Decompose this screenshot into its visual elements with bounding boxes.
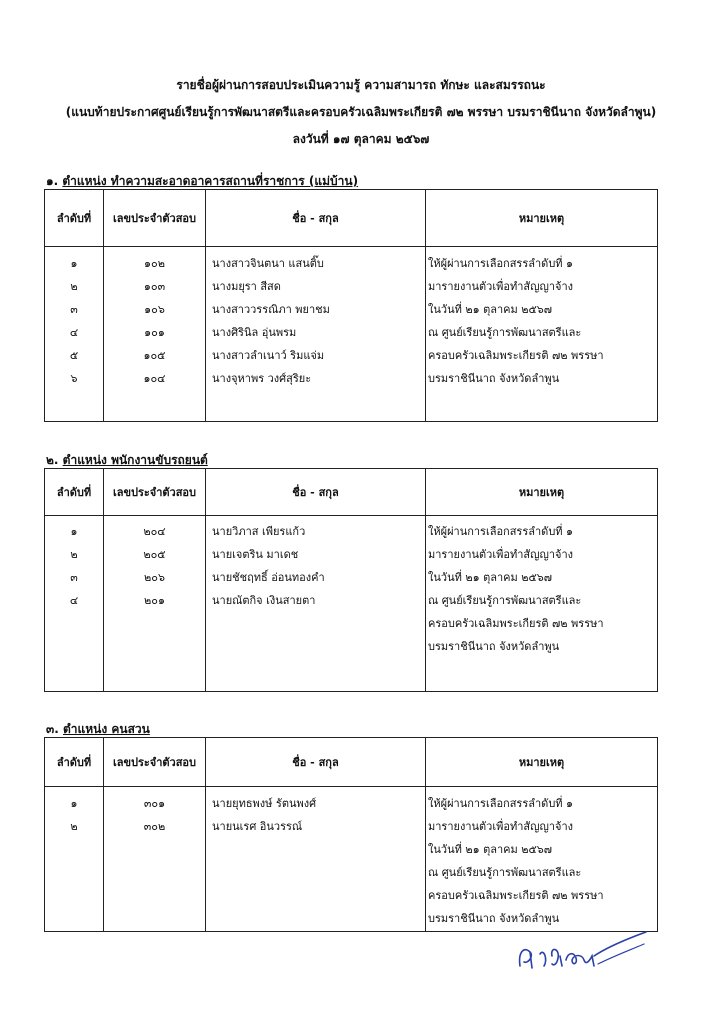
- row-order: ๕: [69, 349, 79, 362]
- row-name: นางศิรินิล อุ่นพรม: [212, 326, 297, 339]
- section-number: ๓.: [46, 722, 59, 736]
- document-subtitle: (แนบท้ายประกาศศูนย์เรียนรู้การพัฒนาสตรีและครอบครัวเฉลิมพระเกียรติ ๗๒ พรรษา บรมราชินีนาถ จังหวัดลำพูน): [65, 105, 657, 119]
- col-header-exam-id: เลขประจำตัวสอบ: [104, 469, 206, 516]
- col-header-remark: หมายเหตุ: [426, 190, 658, 247]
- row-order: ๒: [70, 548, 78, 561]
- row-order: ๒: [70, 280, 78, 293]
- section-title: ตำแหน่ง ทำความสะอาดอาคารสถานที่ราชการ (แม่บ้าน): [62, 174, 359, 188]
- remark-line: ให้ผู้ผ่านการเลือกสรรลำดับที่ ๑: [428, 257, 574, 270]
- row-name: นายชัชฤทธิ์ อ่อนทองคำ: [212, 571, 325, 584]
- table-body-row: [45, 516, 658, 692]
- col-header-remark: หมายเหตุ: [426, 469, 658, 516]
- row-name: นายยุทธพงษ์ รัตนพงศ์: [212, 797, 317, 810]
- row-exam-id: ๓๐๒: [143, 820, 166, 833]
- row-exam-id: ๒๐๔: [143, 525, 166, 538]
- remark-line: ณ ศูนย์เรียนรู้การพัฒนาสตรีและ: [428, 866, 582, 879]
- table-header-row: [45, 738, 658, 787]
- row-name: นางจุหาพร วงศ์สุริยะ: [212, 372, 312, 385]
- section-2-table: [44, 468, 658, 692]
- row-order: ๓: [70, 303, 78, 316]
- row-name: นางมยุรา สีสด: [212, 280, 281, 293]
- remark-line: ในวันที่ ๒๑ ตุลาคม ๒๕๖๗: [428, 303, 553, 316]
- table-body-row: [45, 247, 658, 422]
- remark-line: ให้ผู้ผ่านการเลือกสรรลำดับที่ ๑: [428, 525, 574, 538]
- col-header-remark: หมายเหตุ: [426, 738, 658, 787]
- col-header-order: ลำดับที่: [45, 738, 104, 787]
- remark-line: ครอบครัวเฉลิมพระเกียรติ ๗๒ พรรษา: [428, 349, 604, 362]
- section-number: ๑.: [46, 174, 59, 188]
- row-exam-id: ๑๐๓: [143, 280, 166, 293]
- row-exam-id: ๒๐๖: [144, 571, 165, 584]
- row-order: ๒: [70, 820, 78, 833]
- section-1-table: [44, 189, 658, 422]
- row-name: นายเจตริน มาเดช: [212, 548, 299, 561]
- row-order: ๔: [69, 594, 79, 607]
- row-exam-id: ๑๐๒: [144, 257, 165, 270]
- document-date: ลงวันที่ ๑๗ ตุลาคม ๒๕๖๗: [292, 132, 430, 146]
- row-name: นางสาวลำเนาว์ ริมแจ่ม: [212, 349, 325, 362]
- col-header-order: ลำดับที่: [45, 469, 104, 516]
- table-header-row: [45, 190, 658, 247]
- handwritten-signature: [514, 926, 650, 978]
- row-name: นางสาวจินตนา แสนติ๊บ: [212, 257, 324, 270]
- row-order: ๑: [70, 525, 78, 538]
- row-order: ๓: [70, 571, 78, 584]
- remark-line: ณ ศูนย์เรียนรู้การพัฒนาสตรีและ: [428, 594, 582, 607]
- row-exam-id: ๒๐๑: [144, 594, 165, 607]
- remark-line: ให้ผู้ผ่านการเลือกสรรลำดับที่ ๑: [428, 797, 574, 810]
- remark-line: บรมราชินีนาถ จังหวัดลำพูน: [428, 372, 560, 385]
- remark-line: บรมราชินีนาถ จังหวัดลำพูน: [428, 912, 560, 925]
- remark-line: มารายงานตัวเพื่อทำสัญญาจ้าง: [428, 280, 574, 293]
- remark-line: มารายงานตัวเพื่อทำสัญญาจ้าง: [428, 820, 574, 833]
- table-header-row: [45, 469, 658, 516]
- row-exam-id: ๒๐๕: [143, 548, 166, 561]
- table-body-row: [45, 787, 658, 932]
- remark-line: บรมราชินีนาถ จังหวัดลำพูน: [428, 640, 560, 653]
- col-header-order: ลำดับที่: [45, 190, 104, 247]
- row-name: นายนเรศ อินวรรณ์: [212, 820, 303, 833]
- document-title: รายชื่อผู้ผ่านการสอบประเมินความรู้ ความสามารถ ทักษะ และสมรรถนะ: [176, 78, 546, 92]
- row-exam-id: ๑๐๔: [143, 372, 166, 385]
- row-exam-id: ๑๐๕: [143, 349, 166, 362]
- remark-line: ในวันที่ ๒๑ ตุลาคม ๒๕๖๗: [428, 843, 553, 856]
- section-title: ตำแหน่ง คนสวน: [62, 722, 150, 736]
- remark-line: มารายงานตัวเพื่อทำสัญญาจ้าง: [428, 548, 574, 561]
- section-3-table: [44, 737, 658, 932]
- row-order: ๖: [70, 372, 78, 385]
- col-header-name: ชื่อ - สกุล: [206, 738, 426, 787]
- remark-line: ครอบครัวเฉลิมพระเกียรติ ๗๒ พรรษา: [428, 617, 604, 630]
- row-order: ๑: [70, 257, 78, 270]
- section-title: ตำแหน่ง พนักงานขับรถยนต์: [62, 453, 208, 467]
- section-number: ๒.: [46, 453, 59, 467]
- row-exam-id: ๑๐๑: [144, 326, 165, 339]
- remark-line: ครอบครัวเฉลิมพระเกียรติ ๗๒ พรรษา: [428, 889, 604, 902]
- remark-line: ณ ศูนย์เรียนรู้การพัฒนาสตรีและ: [428, 326, 582, 339]
- row-order: ๔: [69, 326, 79, 339]
- col-header-name: ชื่อ - สกุล: [206, 190, 426, 247]
- remark-line: ในวันที่ ๒๑ ตุลาคม ๒๕๖๗: [428, 571, 553, 584]
- row-name: นางสาววรรณิภา พยาชม: [212, 303, 330, 316]
- col-header-name: ชื่อ - สกุล: [206, 469, 426, 516]
- row-exam-id: ๑๐๖: [144, 303, 165, 316]
- row-exam-id: ๓๐๑: [143, 797, 166, 810]
- row-name: นายวิภาส เพียรแก้ว: [212, 525, 306, 538]
- col-header-exam-id: เลขประจำตัวสอบ: [104, 190, 206, 247]
- row-order: ๑: [70, 797, 78, 810]
- col-header-exam-id: เลขประจำตัวสอบ: [104, 738, 206, 787]
- row-name: นายณัตกิจ เงินสายตา: [212, 594, 316, 607]
